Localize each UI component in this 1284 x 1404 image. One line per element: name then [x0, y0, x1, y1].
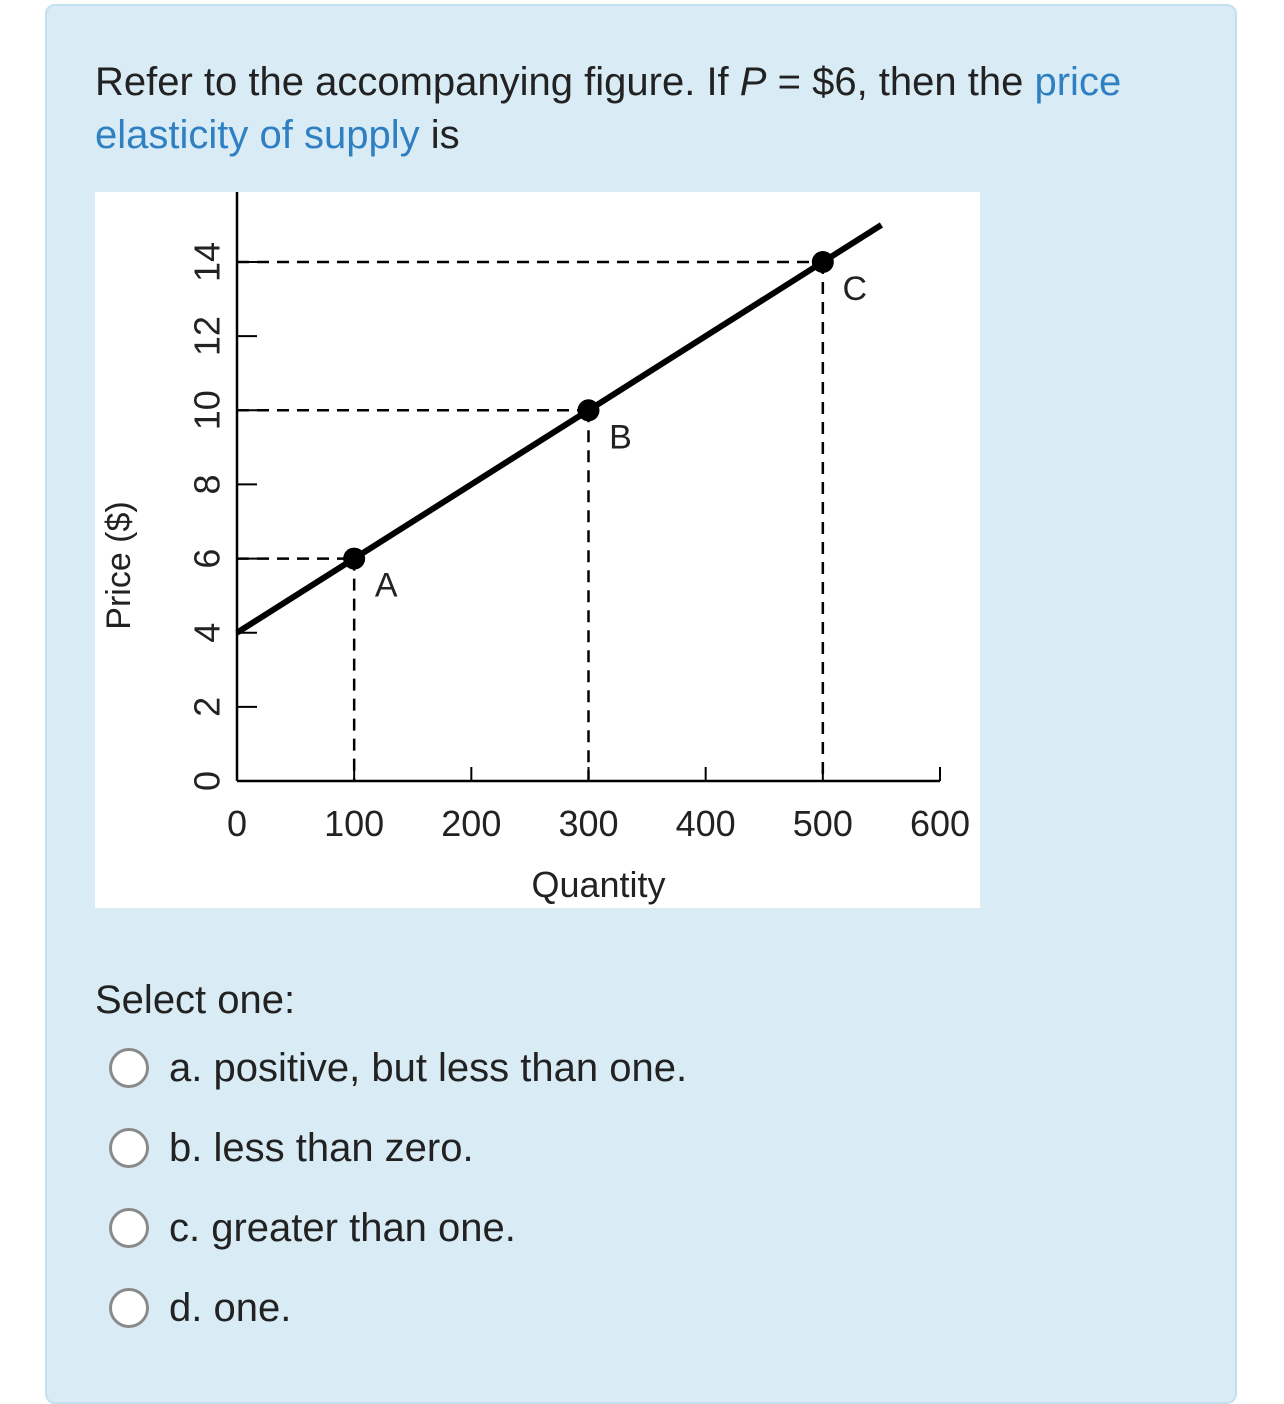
- option-b-label: b. less than zero.: [169, 1125, 474, 1170]
- question-text-part2: = $6, then the: [766, 60, 1035, 104]
- y-axis-label: Price ($): [100, 501, 138, 630]
- point-B: [578, 399, 600, 421]
- question-text-part3: is: [419, 113, 460, 157]
- point-label-B: B: [609, 418, 632, 457]
- x-tick-label-100: 100: [324, 803, 385, 844]
- x-tick-label-200: 200: [441, 803, 502, 844]
- y-tick-label-14: 14: [186, 241, 228, 283]
- y-tick-label-0: 0: [186, 770, 228, 792]
- y-tick-label-12: 12: [186, 316, 228, 357]
- supply-chart: [95, 192, 980, 908]
- supply-curve: [237, 225, 881, 633]
- point-label-C: C: [842, 270, 868, 308]
- question-text-part1: Refer to the accompanying figure. If: [95, 60, 740, 104]
- option-b[interactable]: [109, 1108, 687, 1188]
- x-tick-label-0: 0: [226, 803, 248, 844]
- radio-a[interactable]: [109, 1048, 149, 1088]
- x-axis-label: Quantity: [531, 864, 666, 905]
- x-tick-label-400: 400: [675, 803, 736, 844]
- select-one-prompt: Select one:: [95, 978, 296, 1022]
- y-tick-label-10: 10: [186, 390, 228, 431]
- y-tick-label-8: 8: [186, 474, 228, 495]
- radio-c[interactable]: [109, 1208, 149, 1248]
- glossary-link-price[interactable]: price: [1034, 60, 1122, 104]
- price-variable: P: [739, 60, 767, 104]
- y-tick-label-4: 4: [186, 622, 228, 643]
- x-tick-label-500: 500: [792, 803, 853, 844]
- option-d[interactable]: [109, 1268, 687, 1348]
- x-tick-label-300: 300: [558, 803, 619, 844]
- option-a-label: a. positive, but less than one.: [169, 1045, 688, 1090]
- option-a[interactable]: [109, 1028, 687, 1108]
- supply-figure: [95, 192, 980, 908]
- option-c-label: c. greater than one.: [169, 1205, 516, 1250]
- y-tick-label-6: 6: [186, 548, 228, 569]
- answer-options: [109, 1028, 687, 1348]
- radio-d[interactable]: [109, 1288, 149, 1328]
- x-tick-label-600: 600: [909, 803, 971, 844]
- point-C: [812, 251, 834, 273]
- question-text: [95, 56, 1205, 162]
- point-label-A: A: [374, 566, 398, 605]
- question-card: [45, 4, 1237, 1404]
- point-A: [343, 548, 365, 570]
- y-tick-label-2: 2: [186, 696, 228, 717]
- radio-b[interactable]: [109, 1128, 149, 1168]
- glossary-link-elasticity-of-supply[interactable]: elasticity of supply: [95, 113, 420, 157]
- option-d-label: d. one.: [169, 1285, 292, 1330]
- option-c[interactable]: [109, 1188, 687, 1268]
